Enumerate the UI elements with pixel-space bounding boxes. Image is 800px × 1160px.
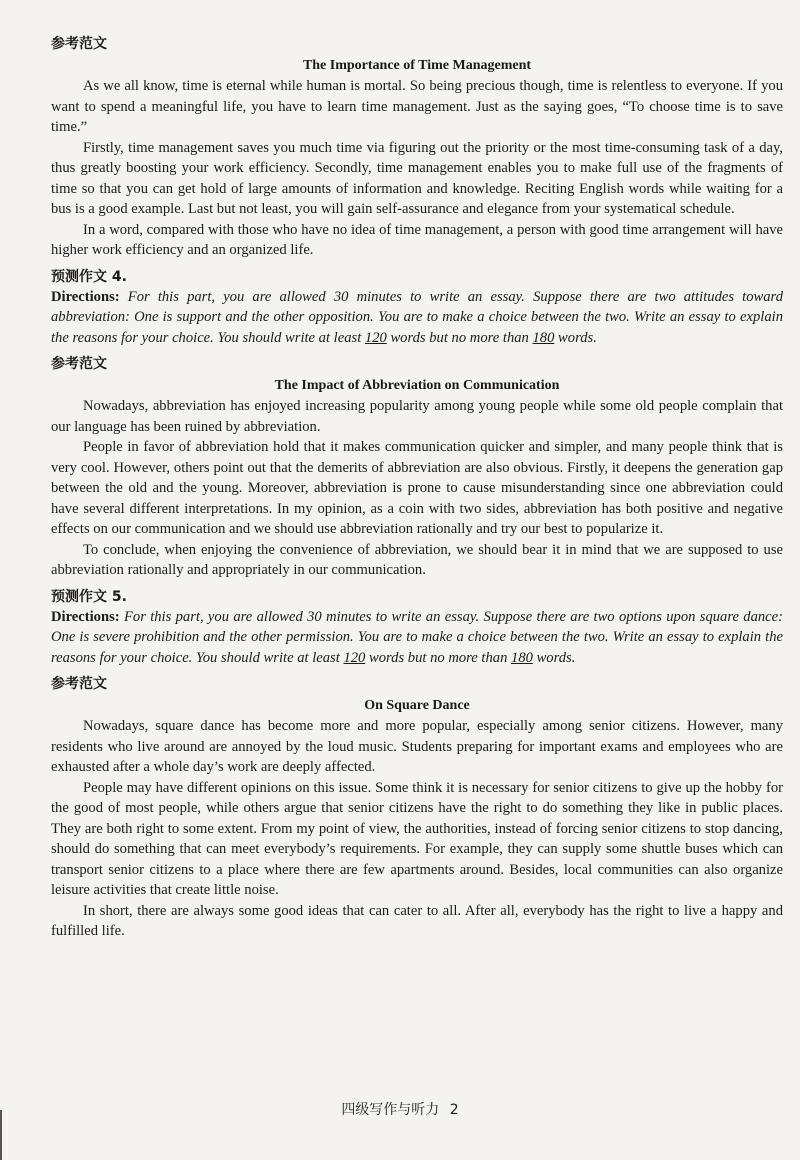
prediction-4-label: 预测作文 4. (51, 268, 127, 285)
directions-label: Directions: (51, 288, 120, 305)
directions-middle-text: words but no more than (368, 649, 508, 666)
min-words: 120 (364, 329, 387, 346)
page-content (51, 34, 783, 942)
max-words: 180 (532, 329, 555, 346)
binding-edge (0, 1110, 2, 1160)
essay2-paragraph-2: People in favor of abbreviation hold that it makes communication quicker and simpler, and many people think that is very cool. However, others point out that the demerits of abbreviation are also obvious. Firstly, it deepens the generation gap between the old and the young. Moreover, abbreviation is prone to cause misunderstanding since one abbreviation could have several different interpretations. In my opinion, as a coin with two sides, abbreviation has both positive and negative effects on our communication and we should use abbreviation rationally and try our best to popularize it. (51, 439, 783, 537)
directions-text: For this part, you are allowed 30 minutes to write an essay. Suppose there are two attitudes toward abbreviation: One is support and the other opposition. You are to make a choice between the two. Write an essay to explain the reasons for your choice. You should write at least (51, 288, 783, 346)
directions-text: For this part, you are allowed 30 minutes to write an essay. Suppose there are two options upon square dance: One is severe prohibition and the other permission. You are to make a choice between the two. Write an essay to explain the reasons for your choice. You should write at least (51, 608, 783, 666)
max-words: 180 (511, 649, 533, 666)
essay3-paragraph-1: Nowadays, square dance has become more and more popular, especially among senior citizens. However, many residents who live around are annoyed by the loud music. Students preparing for important exams and employees who are exhausted after a whole day’s work are deeply affected. (51, 718, 783, 775)
directions-end-text: words. (558, 329, 597, 346)
essay3-paragraph-2: People may have different opinions on this issue. Some think it is necessary for senior citizens to give up the hobby for the good of most people, while others argue that senior citizens have the right to do something they like in public places. They are both right to some extent. From my point of view, the authorities, instead of forcing senior citizens to stop dancing, should do something that can meet everybody’s requirements. For example, they can supply some shuttle buses which can transport senior citizens to a place where there are few apartments around. Besides, local communities can also organize leisure activities that create little noise. (51, 779, 783, 898)
prediction-5-directions (51, 607, 783, 669)
essay2-paragraph-1: Nowadays, abbreviation has enjoyed increasing popularity among young people while some old people complain that our language has been ruined by abbreviation. (51, 398, 783, 435)
essay3-paragraph-3: In short, there are always some good ideas that can cater to all. After all, everybody has the right to live a happy and fulfilled life. (51, 902, 783, 939)
essay1-paragraph-3: In a word, compared with those who have no idea of time management, a person with good time arrangement will have higher work efficiency and an organized life. (51, 221, 783, 258)
essay-title-square-dance: On Square Dance (364, 698, 470, 713)
book-title: 四级写作与听力 (341, 1102, 440, 1118)
prediction-4-directions (51, 287, 783, 349)
sample-essay-label-1: 参考范文 (51, 36, 107, 52)
sample-essay-label-3: 参考范文 (51, 676, 107, 692)
directions-label: Directions: (51, 608, 120, 625)
essay2-paragraph-3: To conclude, when enjoying the convenience of abbreviation, we should bear it in mind that we are supposed to use abbreviation rationally and appropriately in our communication. (51, 541, 783, 578)
essay-title-abbreviation: The Impact of Abbreviation on Communication (274, 378, 560, 393)
directions-middle-text: words but no more than (390, 329, 529, 346)
sample-essay-label-2: 参考范文 (51, 356, 107, 372)
prediction-5-label: 预测作文 5. (51, 588, 127, 605)
min-words: 120 (343, 649, 366, 666)
essay1-paragraph-1: As we all know, time is eternal while human is mortal. So being precious though, time is relentless to everyone. If you want to spend a meaningful life, you have to learn time management. Just as the saying goes, “To choose time is to save time.” (51, 78, 783, 135)
page-number: 2 (449, 1102, 459, 1118)
page-footer (0, 1099, 800, 1119)
essay-title-time-management: The Importance of Time Management (302, 58, 532, 73)
directions-end-text: words. (536, 649, 576, 666)
essay1-paragraph-2: Firstly, time management saves you much time via figuring out the priority or the most time-consuming task of a day, thus greatly boosting your work efficiency. Secondly, time management enables you to make full use of the fragments of time so that you can get hold of large amounts of information and knowledge. Reciting English words while waiting for a bus is a good example. Last but not least, you will gain self-assurance and elegance from your systematical schedule. (51, 139, 783, 217)
